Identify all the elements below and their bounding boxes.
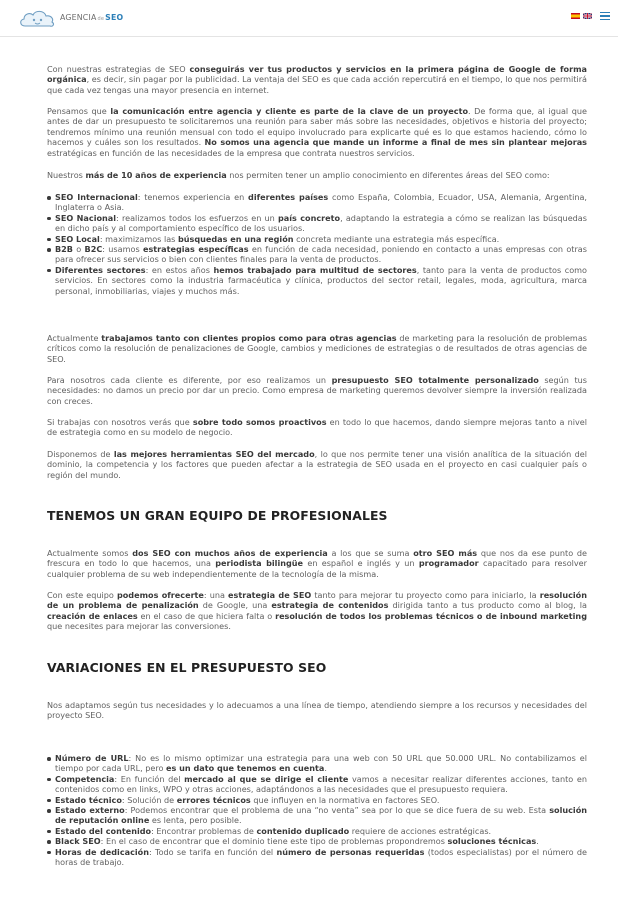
site-logo[interactable]: [17, 8, 127, 30]
emphasis-text: sobre todo somos proactivos: [192, 417, 327, 427]
emphasis-text: Estado técnico: [55, 794, 122, 805]
emphasis-text: periodista bilingüe: [215, 558, 304, 569]
emphasis-text: soluciones técnicas: [447, 836, 537, 847]
logo-agencia: AGENCIA: [60, 13, 97, 23]
body-paragraph: Para nosotros cada cliente es diferente, por eso realizamos un presupuesto SEO totalmente personalizado según tus necesidades: no damos un precio por dar un precio. Como empresa de marketing queremos devolver siempre la inversión realizada con creces.: [47, 375, 587, 406]
list-item: Número de URL: No es lo mismo optimizar una estrategia para una web con 50 URL que 50.000 URL. No contabilizamos el tiempo por cada URL, pero es un dato que tenemos en cuenta.: [47, 753, 587, 774]
uk-flag-icon[interactable]: [583, 13, 592, 19]
emphasis-text: contenido duplicado: [256, 825, 350, 836]
body-paragraph: Si trabajas con nosotros verás que sobre todo somos proactivos en todo lo que hacemos, dando siempre mejoras tanto a nivel de estrategia como en su modelo de negocio.: [47, 417, 587, 438]
emphasis-text: país concreto: [277, 212, 341, 223]
emphasis-text: es un dato que tenemos en cuenta: [166, 763, 325, 774]
emphasis-text: la comunicación entre agencia y cliente es parte de la clave de un proyecto: [110, 106, 469, 116]
seo-areas-list: [47, 192, 587, 296]
emphasis-text: Black SEO: [55, 836, 101, 847]
emphasis-text: SEO Internacional: [55, 192, 138, 202]
emphasis-text: programador: [418, 558, 479, 569]
intro-paragraph: Pensamos que la comunicación entre agencia y cliente es parte de la clave de un proyecto. De forma que, al igual que antes de dar un presupuesto te solicitaremos una reunión para saber más sobre las necesidades, objetivos e historia del proyecto; tendremos mínimo una reunión mensual con todo el equipo involucrado para explicarte qué es lo que estamos haciendo, cómo lo hacemos y cuáles son los resultados. No somos una agencia que mande un informe a final de mes sin plantear mejoras estratégicas en función de las necesidades de la empresa que contrata nuestros servicios.: [47, 106, 587, 158]
team-section-title: TENEMOS UN GRAN EQUIPO DE PROFESIONALES: [47, 508, 388, 523]
emphasis-text: mercado al que se dirige el cliente: [184, 773, 349, 784]
emphasis-text: Estado externo: [55, 805, 125, 816]
emphasis-text: más de 10 años de experiencia: [85, 170, 227, 180]
budget-section-title: VARIACIONES EN EL PRESUPUESTO SEO: [47, 660, 327, 675]
logo-wordmark: [60, 13, 123, 24]
emphasis-text: resolución de todos los problemas técnicos o de inbound marketing: [275, 610, 587, 621]
emphasis-text: Horas de dedicación: [55, 846, 149, 857]
emphasis-text: SEO Local: [55, 233, 100, 244]
emphasis-text: Número de URL: [55, 753, 129, 763]
emphasis-text: las mejores herramientas SEO del mercado: [113, 449, 315, 459]
emphasis-text: trabajamos tanto con clientes propios como para otras agencias: [101, 333, 397, 343]
intro-paragraph: Con nuestras estrategias de SEO conseguirás ver tus productos y servicios en la primera página de Google de forma orgánica, es decir, sin pagar por la publicidad. La ventaja del SEO es que cada acción repercutirá en el tiempo, lo que nos permitirá que cada vez tengas una mayor presencia en internet.: [47, 64, 588, 95]
intro-paragraph: Nuestros más de 10 años de experiencia nos permiten tener un amplio conocimiento en diferentes áreas del SEO como:: [47, 170, 550, 180]
list-item: B2B o B2C: usamos estrategias específicas en función de cada necesidad, poniendo en contacto a unas empresas con otras para ofrecer sus servicios o bien con clientes finales para la venta de productos.: [47, 244, 587, 265]
emphasis-text: podemos ofrecerte: [116, 590, 204, 600]
site-header: [0, 0, 618, 37]
logo-de: de: [97, 16, 105, 23]
emphasis-text: SEO Nacional: [55, 212, 117, 223]
emphasis-text: estrategias específicas: [142, 244, 249, 255]
list-item: Estado externo: Podemos encontrar que el problema de una “no venta” sea por lo que se dice fuera de su web. Esta solución de reputación online es lenta, pero posible.: [47, 805, 587, 826]
body-paragraph: Disponemos de las mejores herramientas SEO del mercado, lo que nos permite tener una visión analítica de la situación del dominio, la competencia y los factores que pueden afectar a la estrategia de SEO usada en el proyecto en casi cualquier país o región del mundo.: [47, 449, 587, 480]
emphasis-text: estrategia de contenidos: [271, 600, 389, 611]
emphasis-text: hemos trabajado para multitud de sectores: [213, 264, 417, 275]
list-item: SEO Nacional: realizamos todos los esfuerzos en un país concreto, adaptando la estrategia a cómo se realizan las búsquedas en dicho país y al comportamiento específico de los usuarios.: [47, 213, 587, 234]
spain-flag-icon[interactable]: [571, 13, 580, 19]
team-paragraph: Actualmente somos dos SEO con muchos años de experiencia a los que se suma otro SEO más que nos da ese punto de frescura en todo lo que hacemos, una periodista bilingüe en español e inglés y un programador capacitado para resolver cualquier problema de su web independientemente de la tecnología de la misma.: [47, 548, 588, 579]
cloud-logo-icon: [17, 8, 57, 30]
emphasis-text: Diferentes sectores: [55, 264, 146, 275]
emphasis-text: dos SEO con muchos años de experiencia: [132, 548, 328, 558]
emphasis-text: conseguirás ver tus productos y servicios en la primera página de Google de forma orgánica: [47, 64, 588, 85]
emphasis-text: Competencia: [55, 773, 115, 784]
list-item: SEO Internacional: tenemos experiencia en diferentes países como España, Colombia, Ecuador, USA, Alemania, Argentina, Inglaterra o Asia.: [47, 192, 587, 213]
emphasis-text: número de personas requeridas: [276, 846, 425, 857]
emphasis-text: búsquedas en una región: [177, 233, 294, 244]
list-item: SEO Local: maximizamos las búsquedas en una región concreta mediante una estrategia más específica.: [47, 234, 587, 244]
budget-variations-list: [47, 753, 587, 867]
emphasis-text: otro SEO más: [413, 548, 478, 558]
emphasis-text: B2B: [55, 244, 73, 255]
emphasis-text: solución de reputación online: [55, 805, 588, 826]
list-item: Black SEO: En el caso de encontrar que el dominio tiene este tipo de problemas propondremos soluciones técnicas.: [47, 836, 587, 846]
list-item: Estado del contenido: Encontrar problemas de contenido duplicado requiere de acciones estratégicas.: [47, 826, 587, 836]
emphasis-text: resolución de un problema de penalización: [47, 590, 587, 611]
emphasis-text: B2C: [84, 244, 103, 255]
emphasis-text: diferentes países: [248, 192, 329, 202]
logo-seo: SEO: [105, 13, 124, 23]
list-item: Competencia: En función del mercado al que se dirige el cliente vamos a necesitar realizar diferentes acciones, tanto en contenidos como en links, WPO y otras acciones, adaptándonos a las necesidades que el presupuesto requiera.: [47, 774, 587, 795]
emphasis-text: errores técnicos: [176, 794, 251, 805]
emphasis-text: estrategia de SEO: [228, 590, 312, 600]
body-paragraph: Actualmente trabajamos tanto con clientes propios como para otras agencias de marketing para la resolución de problemas críticos como la resolución de penalizaciones de Google, cambios y mediciones de estrategias o de resultados de otras agencias de SEO.: [47, 333, 587, 364]
emphasis-text: creación de enlaces: [47, 610, 138, 621]
header-actions: [571, 12, 610, 20]
hamburger-menu-icon[interactable]: [600, 12, 610, 20]
emphasis-text: presupuesto SEO totalmente personalizado: [331, 375, 539, 385]
list-item: Estado técnico: Solución de errores técnicos que influyen en la normativa en factores SEO.: [47, 795, 587, 805]
emphasis-text: No somos una agencia que mande un informe a final de mes sin plantear mejoras: [204, 137, 587, 148]
emphasis-text: Estado del contenido: [55, 825, 152, 836]
budget-intro-paragraph: Nos adaptamos según tus necesidades y lo adecuamos a una línea de tiempo, atendiendo siempre a los recursos y necesidades del proyecto SEO.: [47, 700, 587, 721]
team-paragraph: Con este equipo podemos ofrecerte: una estrategia de SEO tanto para mejorar tu proyecto como para iniciarlo, la resolución de un problema de penalización de Google, una estrategia de contenidos dirigida tanto a tus producto como al blog, la creación de enlaces en el caso de que hiciera falta o resolución de todos los problemas técnicos o de inbound marketing que necesites para mejorar las conversiones.: [47, 590, 587, 632]
list-item: Diferentes sectores: en estos años hemos trabajado para multitud de sectores, tanto para la venta de productos como servicios. En sectores como la industria farmacéutica y clínica, productos del sector retail, legales, moda, agricultura, marca personal, inmobiliarias, viajes y muchos más.: [47, 265, 587, 296]
list-item: Horas de dedicación: Todo se tarifa en función del número de personas requeridas (todos especialistas) por el número de horas de trabajo.: [47, 847, 587, 868]
